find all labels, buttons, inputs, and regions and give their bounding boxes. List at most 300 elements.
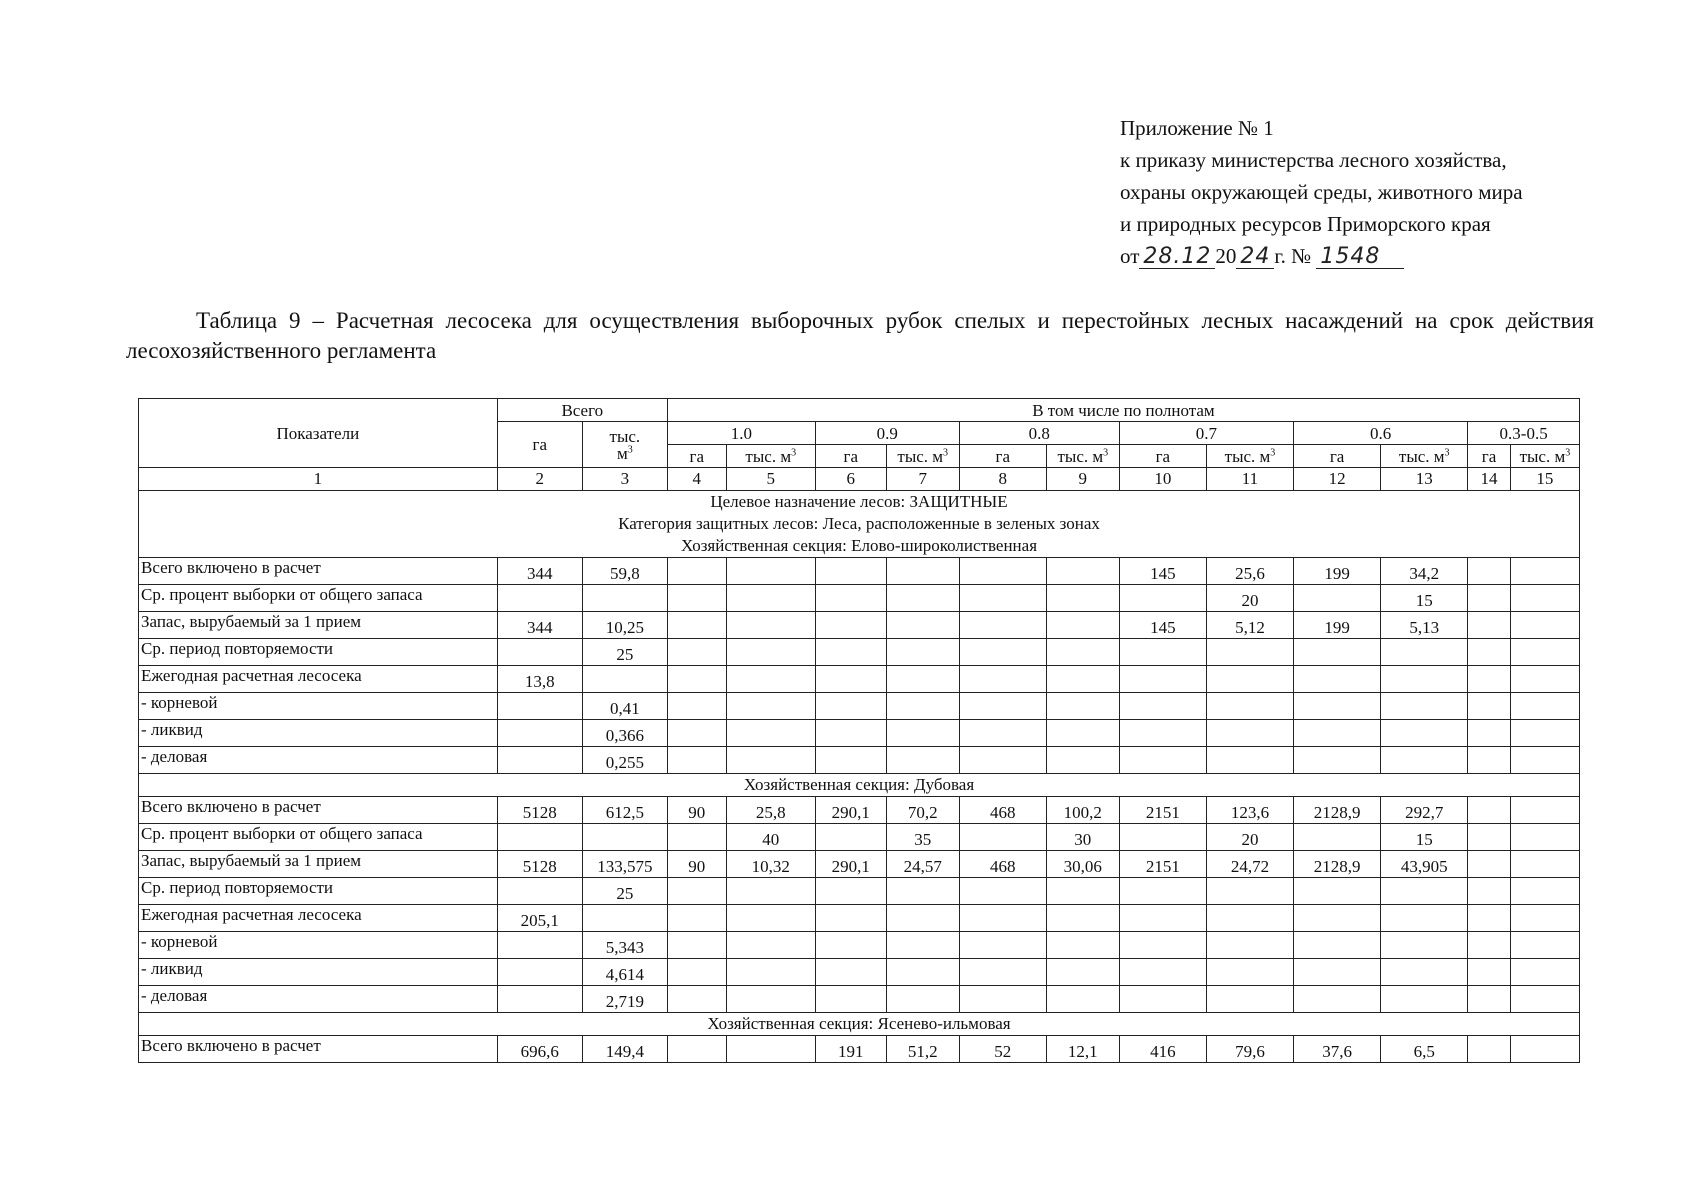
table-cell: 149,4 (582, 1036, 667, 1063)
density-group: 1.0 (667, 422, 815, 445)
table-cell (1381, 986, 1468, 1013)
table-cell: 2151 (1119, 797, 1206, 824)
table-cell (1046, 558, 1119, 585)
table-cell: 20 (1206, 585, 1293, 612)
table-cell (815, 878, 886, 905)
table-cell (1510, 693, 1579, 720)
appendix-order-line: к приказу министерства лесного хозяйства, (1120, 148, 1507, 172)
table-cell: 290,1 (815, 797, 886, 824)
table-cell: 25 (582, 639, 667, 666)
section-heading: Хозяйственная секция: Дубовая (139, 774, 1580, 797)
table-row (139, 747, 1580, 774)
table-cell (1206, 986, 1293, 1013)
table-cell (1510, 666, 1579, 693)
table-cell (1381, 959, 1468, 986)
appendix-region-line: и природных ресурсов Приморского края (1120, 212, 1491, 236)
table-cell (886, 878, 959, 905)
subheader-volume-label: тыс. м (1057, 446, 1104, 466)
table-cell: 12,1 (1046, 1036, 1119, 1063)
table-cell (1468, 747, 1511, 774)
from-label: от (1120, 244, 1140, 268)
table-cell (1119, 878, 1206, 905)
table-cell (582, 905, 667, 932)
table-cell: 20 (1206, 824, 1293, 851)
table-cell (667, 824, 726, 851)
table-row (139, 666, 1580, 693)
table-cell (1468, 932, 1511, 959)
handwritten-date: 28.12 (1139, 246, 1215, 269)
table-cell (1119, 720, 1206, 747)
table-cell: 5,12 (1206, 612, 1293, 639)
table-cell (1206, 720, 1293, 747)
header-total-volume (582, 422, 667, 468)
table-cell: 2151 (1119, 851, 1206, 878)
handwritten-order-number: 1548 (1316, 246, 1404, 269)
column-number: 8 (959, 468, 1046, 491)
table-cell: 2,719 (582, 986, 667, 1013)
table-cell (726, 612, 815, 639)
table-cell (667, 612, 726, 639)
table-cell: 191 (815, 1036, 886, 1063)
table-cell (959, 720, 1046, 747)
section-heading-row (139, 535, 1580, 558)
table-cell (959, 558, 1046, 585)
section-heading-row (139, 491, 1580, 514)
table-cell: 13,8 (497, 666, 582, 693)
row-label: Ср. процент выборки от общего запаса (139, 585, 498, 612)
row-label: Всего включено в расчет (139, 1036, 498, 1063)
table-cell (1510, 905, 1579, 932)
table-cell (497, 824, 582, 851)
table-cell (1468, 797, 1511, 824)
table-row (139, 959, 1580, 986)
table-cell (1510, 878, 1579, 905)
column-number: 5 (726, 468, 815, 491)
table-cell (1046, 720, 1119, 747)
table-cell (815, 720, 886, 747)
appendix-signature-line (1120, 240, 1523, 272)
table-row (139, 720, 1580, 747)
table-cell (1294, 639, 1381, 666)
row-label: - корневой (139, 693, 498, 720)
table-cell (959, 639, 1046, 666)
table-cell (815, 558, 886, 585)
header-total: Всего (497, 399, 667, 422)
table-cell (1206, 747, 1293, 774)
table-cell (497, 959, 582, 986)
table-cell (1046, 585, 1119, 612)
table-cell (1468, 666, 1511, 693)
table-cell: 10,32 (726, 851, 815, 878)
table-cell (1119, 666, 1206, 693)
table-cell (1510, 851, 1579, 878)
table-cell (886, 693, 959, 720)
table-cell: 4,614 (582, 959, 667, 986)
table-cell: 5,13 (1381, 612, 1468, 639)
row-label: Ср. процент выборки от общего запаса (139, 824, 498, 851)
subheader-ha: га (959, 445, 1046, 468)
row-label: Ежегодная расчетная лесосека (139, 905, 498, 932)
subheader-ha: га (1119, 445, 1206, 468)
column-number: 11 (1206, 468, 1293, 491)
column-number: 7 (886, 468, 959, 491)
table-cell (1510, 558, 1579, 585)
table-cell: 24,57 (886, 851, 959, 878)
table-cell (1046, 878, 1119, 905)
subheader-cubed: 3 (1444, 446, 1450, 458)
section-heading: Хозяйственная секция: Елово-широколиственная (139, 535, 1580, 558)
table-cell (667, 986, 726, 1013)
row-label: Всего включено в расчет (139, 797, 498, 824)
table-cell (667, 959, 726, 986)
table-cell (726, 693, 815, 720)
table-cell (1510, 824, 1579, 851)
table-cell (1468, 986, 1511, 1013)
table-cell: 2128,9 (1294, 797, 1381, 824)
table-cell: 30,06 (1046, 851, 1119, 878)
header-total-ha: га (497, 422, 582, 468)
table-body (139, 491, 1580, 1063)
table-cell (815, 585, 886, 612)
table-cell: 696,6 (497, 1036, 582, 1063)
row-label: - ликвид (139, 959, 498, 986)
table-cell (1381, 693, 1468, 720)
table-cell: 5,343 (582, 932, 667, 959)
table-row (139, 905, 1580, 932)
table-cell (1510, 1036, 1579, 1063)
table-cell: 133,575 (582, 851, 667, 878)
column-number: 4 (667, 468, 726, 491)
table-cell (815, 612, 886, 639)
table-cell (1294, 878, 1381, 905)
table-cell (497, 878, 582, 905)
subheader-volume (886, 445, 959, 468)
table-cell (667, 905, 726, 932)
table-cell (959, 824, 1046, 851)
table-cell: 0,255 (582, 747, 667, 774)
table-cell (726, 747, 815, 774)
table-cell (1510, 932, 1579, 959)
row-label: Ср. период повторяемости (139, 878, 498, 905)
table-cell (726, 986, 815, 1013)
density-group: 0.8 (959, 422, 1119, 445)
table-row (139, 986, 1580, 1013)
table-cell: 40 (726, 824, 815, 851)
table-cell (1381, 878, 1468, 905)
table-cell (886, 720, 959, 747)
table-cell (886, 747, 959, 774)
table-cell (1294, 959, 1381, 986)
column-number: 12 (1294, 468, 1381, 491)
handwritten-year: 24 (1236, 246, 1274, 269)
table-cell (1468, 959, 1511, 986)
header-indicators: Показатели (139, 399, 498, 468)
table-cell (726, 1036, 815, 1063)
table-cell (886, 639, 959, 666)
table-cell (1381, 747, 1468, 774)
row-label: Запас, вырубаемый за 1 прием (139, 851, 498, 878)
row-label: - корневой (139, 932, 498, 959)
table-caption: Таблица 9 – Расчетная лесосека для осуществления выборочных рубок спелых и перестойных лесных насаждений на срок действия лесохозяйственного регламента (126, 308, 1594, 363)
section-heading: Категория защитных лесов: Леса, расположенные в зеленых зонах (139, 513, 1580, 535)
table-cell (1468, 851, 1511, 878)
table-cell (667, 878, 726, 905)
table-cell (726, 639, 815, 666)
table-cell: 6,5 (1381, 1036, 1468, 1063)
table-cell (1468, 558, 1511, 585)
table-cell (1510, 585, 1579, 612)
table-cell: 2128,9 (1294, 851, 1381, 878)
table-cell (886, 558, 959, 585)
section-heading-row (139, 1013, 1580, 1036)
table-cell: 145 (1119, 558, 1206, 585)
row-label: Запас, вырубаемый за 1 прием (139, 612, 498, 639)
table-cell (1510, 612, 1579, 639)
row-label: Ср. период повторяемости (139, 639, 498, 666)
column-number: 14 (1468, 468, 1511, 491)
table-cell: 344 (497, 612, 582, 639)
table-cell (1468, 824, 1511, 851)
header-thous-label: тыс. (609, 426, 641, 446)
table-cell: 25 (582, 878, 667, 905)
table-cell (815, 666, 886, 693)
table-cell (959, 878, 1046, 905)
subheader-cubed: 3 (943, 446, 949, 458)
table-cell: 25,6 (1206, 558, 1293, 585)
table-cell: 205,1 (497, 905, 582, 932)
table-cell (1046, 747, 1119, 774)
table-cell: 100,2 (1046, 797, 1119, 824)
table-cell: 51,2 (886, 1036, 959, 1063)
table-cell (1046, 612, 1119, 639)
table-cell (959, 747, 1046, 774)
table-cell (959, 932, 1046, 959)
table-cell (1510, 959, 1579, 986)
appendix-block (1120, 112, 1523, 272)
column-number: 15 (1510, 468, 1579, 491)
table-cell (1119, 639, 1206, 666)
table-cell (726, 558, 815, 585)
table-cell: 15 (1381, 585, 1468, 612)
table-cell: 10,25 (582, 612, 667, 639)
subheader-ha: га (1294, 445, 1381, 468)
subheader-ha: га (667, 445, 726, 468)
subheader-cubed: 3 (1103, 446, 1109, 458)
table-cell (1046, 905, 1119, 932)
column-number: 9 (1046, 468, 1119, 491)
table-cell (959, 905, 1046, 932)
table-cell (497, 747, 582, 774)
table-cell: 15 (1381, 824, 1468, 851)
table-cell (1468, 878, 1511, 905)
table-cell (815, 639, 886, 666)
table-row (139, 693, 1580, 720)
table-cell (815, 932, 886, 959)
table-cell (815, 959, 886, 986)
table-row (139, 878, 1580, 905)
table-cell (667, 932, 726, 959)
table-cell (1119, 932, 1206, 959)
table-cell (1468, 612, 1511, 639)
table-cell (497, 639, 582, 666)
table-cell (1381, 720, 1468, 747)
header-cubed: 3 (627, 443, 633, 455)
appendix-ministry-line: охраны окружающей среды, животного мира (1120, 180, 1523, 204)
table-cell (1206, 639, 1293, 666)
table-cell (886, 932, 959, 959)
table-row (139, 639, 1580, 666)
subheader-cubed: 3 (1565, 446, 1571, 458)
table-cell (497, 693, 582, 720)
table-cell (1294, 932, 1381, 959)
table-cell (1206, 959, 1293, 986)
table-cell: 70,2 (886, 797, 959, 824)
table-cell (815, 986, 886, 1013)
table-cell (1381, 932, 1468, 959)
table-cell: 199 (1294, 612, 1381, 639)
table-cell: 30 (1046, 824, 1119, 851)
table-cell (1046, 959, 1119, 986)
table-cell (1046, 932, 1119, 959)
table-cell (1119, 959, 1206, 986)
table-cell: 35 (886, 824, 959, 851)
table-cell (1119, 824, 1206, 851)
column-number: 6 (815, 468, 886, 491)
table-cell (886, 666, 959, 693)
table-cell (1381, 666, 1468, 693)
table-cell: 145 (1119, 612, 1206, 639)
table-cell (1381, 905, 1468, 932)
table-cell: 468 (959, 797, 1046, 824)
subheader-cubed: 3 (791, 446, 797, 458)
subheader-volume (1046, 445, 1119, 468)
table-cell (1468, 585, 1511, 612)
table-cell (667, 666, 726, 693)
row-label: Ежегодная расчетная лесосека (139, 666, 498, 693)
column-number: 13 (1381, 468, 1468, 491)
table-cell: 90 (667, 851, 726, 878)
table-cell (582, 824, 667, 851)
subheader-volume-label: тыс. м (1519, 446, 1566, 466)
column-number: 2 (497, 468, 582, 491)
section-heading: Целевое назначение лесов: ЗАЩИТНЫЕ (139, 491, 1580, 514)
section-heading: Хозяйственная секция: Ясенево-ильмовая (139, 1013, 1580, 1036)
table-cell: 0,41 (582, 693, 667, 720)
table-cell (1468, 639, 1511, 666)
row-label: Всего включено в расчет (139, 558, 498, 585)
table-cell (1294, 585, 1381, 612)
table-cell: 292,7 (1381, 797, 1468, 824)
table-cell (1046, 986, 1119, 1013)
table-row (139, 612, 1580, 639)
table-cell (886, 986, 959, 1013)
density-group: 0.7 (1119, 422, 1293, 445)
table-cell: 123,6 (1206, 797, 1293, 824)
density-group: 0.6 (1294, 422, 1468, 445)
subheader-volume (1510, 445, 1579, 468)
table-cell: 416 (1119, 1036, 1206, 1063)
table-cell (726, 666, 815, 693)
column-number: 3 (582, 468, 667, 491)
table-cell (886, 905, 959, 932)
row-label: - деловая (139, 747, 498, 774)
subheader-volume (1206, 445, 1293, 468)
table-cell (1294, 824, 1381, 851)
row-label: - деловая (139, 986, 498, 1013)
table-cell (1294, 720, 1381, 747)
table-cell (726, 932, 815, 959)
table-cell (1468, 905, 1511, 932)
table-cell (1294, 986, 1381, 1013)
header-including: В том числе по полнотам (667, 399, 1579, 422)
table-cell (726, 585, 815, 612)
table-cell (1468, 1036, 1511, 1063)
table-cell (667, 558, 726, 585)
table-cell (726, 720, 815, 747)
table-cell: 90 (667, 797, 726, 824)
table-cell (1119, 986, 1206, 1013)
table-cell (959, 986, 1046, 1013)
table-cell: 37,6 (1294, 1036, 1381, 1063)
subheader-volume-label: тыс. м (1398, 446, 1445, 466)
header-m3-label: м (616, 443, 628, 463)
table-row (139, 797, 1580, 824)
table-cell: 25,8 (726, 797, 815, 824)
table-cell (1468, 720, 1511, 747)
table-cell (886, 959, 959, 986)
table-cell (1206, 666, 1293, 693)
table-cell (1206, 905, 1293, 932)
row-label: - ликвид (139, 720, 498, 747)
subheader-volume-label: тыс. м (745, 446, 792, 466)
subheader-volume-label: тыс. м (1224, 446, 1271, 466)
table-cell (815, 693, 886, 720)
table-cell (1119, 747, 1206, 774)
table-cell: 34,2 (1381, 558, 1468, 585)
table-row (139, 558, 1580, 585)
table-cell (726, 905, 815, 932)
table-cell (497, 585, 582, 612)
column-number-row (139, 468, 1580, 491)
table-row (139, 851, 1580, 878)
table-cell (886, 585, 959, 612)
column-number: 1 (139, 468, 498, 491)
appendix-title: Приложение № 1 (1120, 116, 1274, 140)
table-cell: 5128 (497, 851, 582, 878)
table-cell (1510, 720, 1579, 747)
table-cell (1046, 693, 1119, 720)
table-cell (1510, 639, 1579, 666)
table-cell (886, 612, 959, 639)
table-cell (497, 986, 582, 1013)
table-cell: 5128 (497, 797, 582, 824)
table-cell (667, 693, 726, 720)
table-cell: 79,6 (1206, 1036, 1293, 1063)
table-cell (667, 747, 726, 774)
table-cell (667, 585, 726, 612)
table-cell (1206, 878, 1293, 905)
table-cell (1206, 932, 1293, 959)
table-cell: 0,366 (582, 720, 667, 747)
table-cell: 199 (1294, 558, 1381, 585)
subheader-ha: га (815, 445, 886, 468)
density-group: 0.9 (815, 422, 959, 445)
table-cell (1046, 639, 1119, 666)
table-row (139, 932, 1580, 959)
table-cell (959, 959, 1046, 986)
column-number: 10 (1119, 468, 1206, 491)
table-cell (815, 747, 886, 774)
